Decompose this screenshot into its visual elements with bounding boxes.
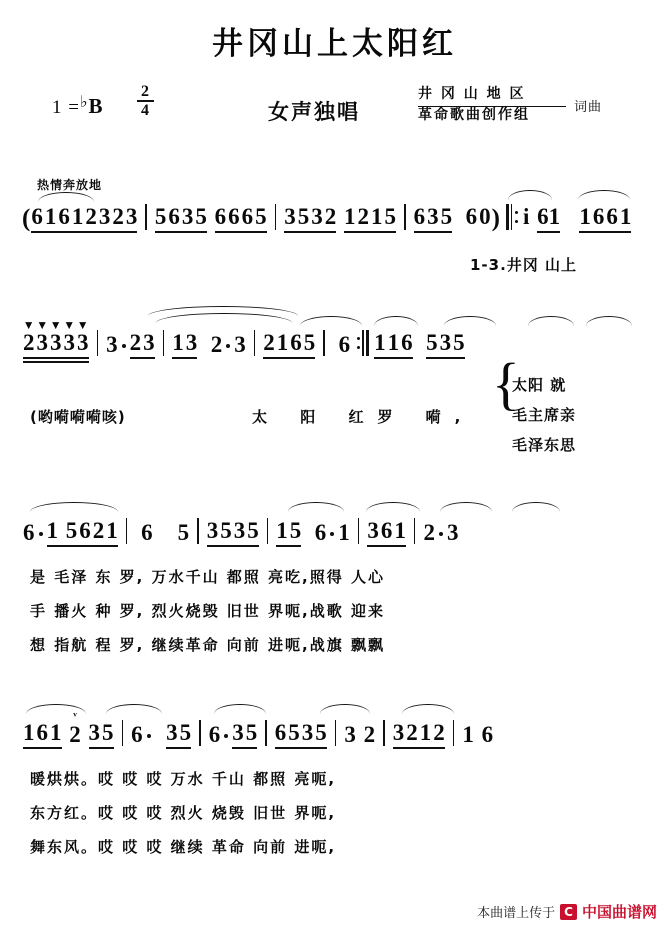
time-signature — [134, 84, 156, 118]
note: 6 — [214, 204, 227, 229]
system-4 — [0, 709, 669, 872]
note: 6 — [481, 722, 494, 747]
note: 6 — [36, 720, 48, 745]
slur — [214, 704, 266, 714]
note: 6 — [290, 330, 302, 355]
barline — [335, 720, 337, 746]
note: 3 — [206, 518, 219, 543]
note-group — [366, 518, 407, 544]
barline — [97, 330, 99, 356]
note: 3 — [234, 332, 246, 357]
lyric-line4-verse3: 舞东风。哎 哎 哎 继续 革命 向前 进呃, — [30, 838, 337, 856]
system-intro — [0, 192, 669, 274]
note: 3 — [185, 330, 198, 355]
repeat-start-sign — [506, 204, 516, 230]
note: 1 — [276, 330, 289, 355]
lyric-line3-verse3: 想 指航 程 罗, 继续革命 向前 进呃,战旗 飘飘 — [30, 636, 385, 654]
note-group — [171, 330, 198, 356]
note: 2 — [423, 520, 435, 545]
note: 6 — [401, 330, 413, 355]
slur — [402, 704, 454, 714]
barline — [323, 330, 325, 356]
note: 6 — [314, 520, 327, 545]
barline — [145, 204, 147, 230]
note-group — [231, 720, 258, 746]
note: 1 — [71, 204, 84, 229]
note: 6 — [208, 722, 221, 747]
close-paren: ) — [491, 205, 500, 232]
open-paren: ( — [22, 205, 31, 232]
note: 1 — [338, 520, 350, 545]
note: 3 — [181, 204, 194, 229]
barline — [414, 518, 416, 544]
barline — [199, 720, 201, 746]
note: 3 — [446, 520, 459, 545]
footer-text: 本曲谱上传于 — [477, 906, 556, 921]
note: 5 — [315, 720, 327, 745]
note: 5 — [288, 720, 300, 745]
note-group — [413, 204, 454, 230]
note: 5 — [195, 204, 207, 229]
note: 5 — [154, 204, 167, 229]
note: 3 ▼ — [63, 318, 76, 355]
note: 3 — [439, 330, 452, 355]
note-group — [262, 330, 316, 356]
note-group — [522, 204, 561, 230]
credit-divider — [418, 106, 566, 107]
note: 3 — [311, 204, 323, 229]
page-title: 井冈山上太阳红 — [212, 26, 457, 62]
tempo-marking: 热情奔放地 — [37, 178, 103, 192]
note: 1 — [44, 204, 57, 229]
slur — [586, 316, 632, 326]
note-group — [578, 204, 632, 230]
note: 6 — [592, 204, 605, 229]
barline — [163, 330, 165, 356]
lyric-verse-1: 太阳 就 — [512, 376, 567, 394]
notes-line2 — [22, 318, 651, 358]
slur — [578, 190, 630, 200]
barline — [358, 518, 360, 544]
notes-intro — [22, 204, 651, 233]
note: 6 — [465, 204, 478, 229]
note: 1 — [50, 720, 62, 745]
note: 6 — [58, 204, 70, 229]
credit-role: 词曲 — [574, 100, 603, 115]
meter-denominator: 4 — [141, 101, 149, 119]
note: 1 — [371, 204, 383, 229]
note: 2 ᵛ — [69, 709, 81, 747]
barline — [267, 518, 269, 544]
note: 1 — [344, 204, 356, 229]
brace: { — [492, 351, 520, 416]
site-name: 中国曲谱网 — [581, 903, 657, 921]
note: 6 — [241, 204, 254, 229]
note-group — [214, 204, 268, 230]
note: 5 — [245, 720, 258, 745]
note: 2 — [210, 332, 223, 357]
slur — [444, 316, 496, 326]
lyric-verse-2: 毛主席亲 — [512, 406, 577, 424]
slur — [528, 316, 574, 326]
note: 2 — [406, 720, 418, 745]
note: 3 — [98, 204, 111, 229]
note-group — [275, 518, 302, 544]
barline — [122, 720, 124, 746]
meter-numerator: 2 — [141, 83, 149, 100]
augmentation-dot — [439, 532, 443, 536]
slur — [440, 502, 492, 512]
note: 1 — [619, 204, 632, 229]
note: 3 — [88, 720, 100, 745]
note: 1 — [276, 518, 288, 543]
note-group — [392, 720, 446, 746]
note: 5 — [297, 204, 310, 229]
lyric-line4-verse1: 暖烘烘。哎 哎 哎 万水 千山 都照 亮呃, — [30, 770, 337, 788]
note: 0 — [479, 204, 491, 229]
barline — [383, 720, 385, 746]
note: 1 — [579, 204, 591, 229]
slur — [374, 316, 418, 326]
note: 1 — [387, 330, 400, 355]
note-group — [88, 720, 115, 746]
notes-line3 — [22, 518, 651, 546]
note: 2 — [85, 204, 97, 229]
note: 2 — [363, 722, 376, 747]
note-group — [425, 330, 466, 356]
note: 6 — [338, 332, 351, 357]
note: 6 — [606, 204, 618, 229]
note: 3 — [392, 720, 405, 745]
note: 6 — [274, 720, 287, 745]
slur — [30, 502, 118, 512]
subtitle: 女声独唱 — [268, 100, 360, 124]
note: 2 — [324, 204, 337, 229]
note: 6 — [380, 518, 393, 543]
lyric-line2-mid: 太 阳 红罗 嗬, — [252, 408, 475, 426]
slur — [366, 502, 420, 512]
note: 5 — [177, 520, 190, 545]
note-group — [165, 720, 192, 746]
note: 5 — [65, 518, 78, 543]
system-3 — [0, 510, 669, 670]
note: 3 — [232, 720, 244, 745]
note-group — [22, 318, 90, 356]
note: 2 — [433, 720, 445, 745]
note: 1 — [46, 518, 58, 543]
slur — [300, 316, 362, 326]
note: 5 — [102, 720, 114, 745]
barline — [275, 204, 277, 230]
barline — [197, 518, 199, 544]
system-2 — [0, 318, 669, 472]
key-prefix: 1 = — [52, 97, 80, 118]
augmentation-dot — [39, 532, 43, 536]
note: 1 — [462, 722, 474, 747]
slur — [288, 502, 344, 512]
note-group — [206, 518, 260, 544]
note: 6 — [168, 204, 180, 229]
note-group — [22, 720, 63, 746]
credit-line-1: 井 冈 山 地 区 — [418, 86, 526, 102]
note: 6 — [413, 204, 426, 229]
note: 1 — [172, 330, 184, 355]
note-group — [465, 204, 492, 230]
barline — [404, 204, 406, 230]
lyric-line3-verse1: 是 毛泽 东 罗, 万水千山 都照 亮吃,照得 人心 — [30, 568, 385, 586]
note: 3 — [166, 720, 178, 745]
note: 5 — [220, 518, 232, 543]
barline — [126, 518, 128, 544]
key-signature — [52, 92, 104, 119]
slur — [508, 190, 552, 200]
slur — [106, 704, 162, 714]
note: 3 — [233, 518, 246, 543]
note: 5 — [426, 330, 438, 355]
note: 3 — [284, 204, 296, 229]
credit-block — [418, 84, 530, 126]
notes-line4 — [22, 709, 651, 748]
note-group — [129, 330, 156, 356]
note: 3 — [367, 518, 379, 543]
lyric-line4-verse2: 东方红。哎 哎 哎 烈火 烧毁 旧世 界呃, — [30, 804, 337, 822]
note: 6 — [131, 722, 143, 747]
barline — [254, 330, 256, 356]
note: 5 — [384, 204, 397, 229]
slur — [512, 502, 560, 512]
note-group — [343, 204, 397, 230]
augmentation-dot — [147, 734, 151, 738]
note-group — [283, 204, 337, 230]
credit-line-2: 革命歌曲创作组 — [418, 107, 530, 123]
note: 1 — [374, 330, 386, 355]
barline — [453, 720, 455, 746]
site-logo-icon: C — [560, 904, 577, 920]
note-group — [373, 330, 414, 356]
augmentation-dot — [226, 344, 230, 348]
note: 1 — [23, 720, 35, 745]
note: 6 — [141, 520, 153, 545]
augmentation-dot — [122, 344, 126, 348]
flat-symbol: ♭ — [79, 94, 89, 111]
note: 2 ▼ — [22, 318, 35, 355]
note: 3 — [301, 720, 314, 745]
lyric-verse-3: 毛泽东思 — [512, 436, 577, 454]
footer-watermark — [477, 901, 657, 922]
note-group — [274, 720, 328, 746]
note: 5 — [453, 330, 465, 355]
note: 6 — [79, 518, 91, 543]
lyric-line3-verse2: 手 播火 种 罗, 烈火烧毁 旧世 界呃,战歌 迎来 — [30, 602, 385, 620]
note: 3 ▼ — [76, 318, 89, 355]
note: 2 — [112, 204, 124, 229]
note-group — [154, 204, 208, 230]
note: 3 ▼ — [36, 318, 49, 355]
note: 3 — [427, 204, 439, 229]
lyric-line2-left: (哟嗬嗬嗬咳) — [30, 408, 126, 426]
note: 3 ▼ — [49, 318, 62, 355]
note: 6 — [228, 204, 240, 229]
note: 3 — [344, 722, 356, 747]
lyric-intro: 1-3.井冈 山上 — [470, 256, 578, 274]
repeat-end-sign — [357, 330, 367, 356]
barline — [265, 720, 267, 746]
key-letter: B — [88, 94, 104, 118]
note: 5 — [179, 720, 192, 745]
note-group — [46, 518, 119, 544]
slur — [320, 704, 370, 714]
note: 1 — [394, 518, 406, 543]
note: 6 — [23, 520, 35, 545]
note: i — [522, 204, 530, 229]
note: 1 — [419, 720, 432, 745]
note: 5 — [303, 330, 316, 355]
note-group — [30, 204, 138, 230]
note: 2 — [129, 330, 142, 355]
note: 3 — [143, 330, 155, 355]
note: 2 — [263, 330, 275, 355]
note: 5 — [289, 518, 302, 543]
augmentation-dot — [330, 532, 334, 536]
note: 5 — [440, 204, 453, 229]
note: 2 — [92, 518, 105, 543]
note: 61 — [537, 204, 561, 229]
note: 3 — [106, 332, 118, 357]
note: 5 — [247, 518, 259, 543]
note: 3 — [125, 204, 138, 229]
note: 6 — [31, 204, 43, 229]
note: 5 — [255, 204, 267, 229]
note: 2 — [357, 204, 370, 229]
augmentation-dot — [224, 734, 228, 738]
note: 1 — [106, 518, 118, 543]
slur — [38, 192, 94, 202]
